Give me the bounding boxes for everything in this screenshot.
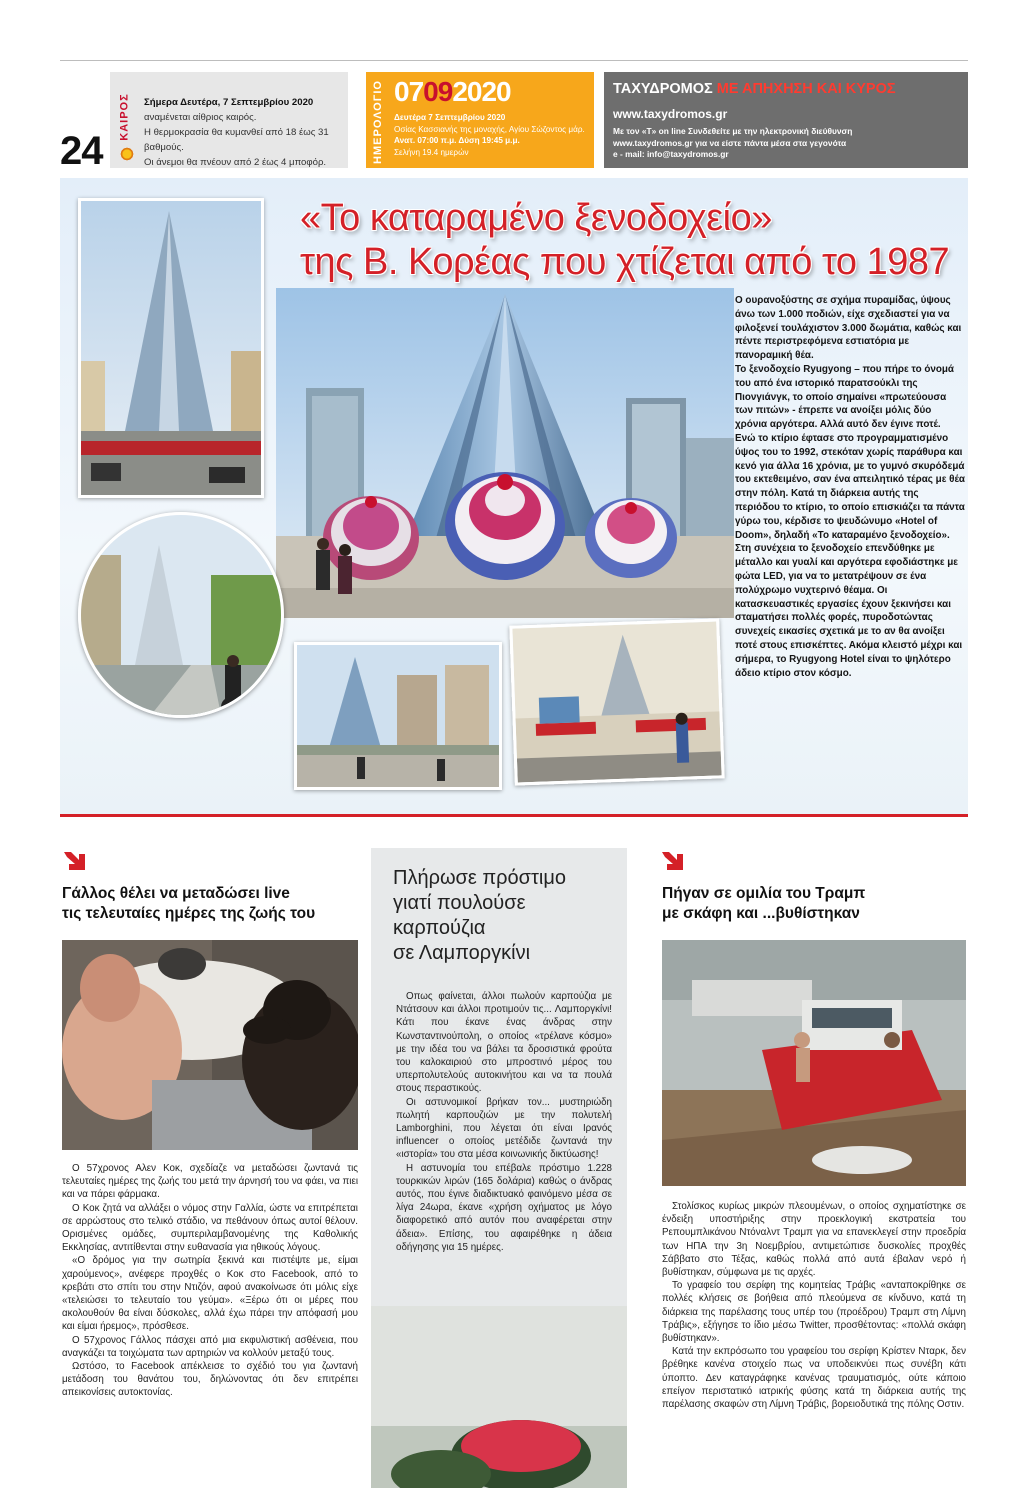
middle-article-headline: Πλήρωσε πρόστιμο γιατί πουλούσε καρπούζια σε Λαμποργκίνι bbox=[393, 867, 567, 964]
boat-photo bbox=[662, 940, 966, 1186]
hotel-photo-street bbox=[78, 198, 264, 498]
main-hotel-photo bbox=[276, 288, 734, 618]
dog-photo bbox=[62, 940, 358, 1150]
hotel-photo-city bbox=[294, 642, 502, 790]
masthead-url[interactable]: www.taxydromos.gr bbox=[613, 107, 728, 121]
feature-headline: «Το καταραμένο ξενοδοχείο» της Β. Κορέας που χτίζεται από το 1987 bbox=[300, 197, 950, 283]
hotel-photo-wall bbox=[509, 618, 724, 785]
weather-label: ΚΑΙΡΟΣ bbox=[119, 93, 132, 141]
sun-icon bbox=[119, 146, 135, 162]
arrow-icon bbox=[64, 850, 90, 872]
feature-bottom-rule bbox=[60, 814, 968, 817]
right-article-headline: Πήγαν σε ομιλία του Τραμπ με σκάφη και ...βυθίστηκαν bbox=[662, 885, 866, 922]
feature-body: Ο ουρανοξύστης σε σχήμα πυραμίδας, ύψους άνω των 1.000 ποδιών, είχε σχεδιαστεί για να φιλοξενεί τουλάχιστον 3.000 δωμάτια, καθώς και πέντε περιστρεφόμενα εστιατόρια με πανοραμική θέα. Το ξενοδοχείο Ryugyong – που πήρε το όνομά του από ένα ιστορικό παρατσούκλι της Πιονγιάνγκ, το οποίο σημαίνει «πρωτεύουσα των πιτών» - έπρεπε να ανοίξει μόλις δύο χρόνια αργότερα. Αλλά αυτό δεν έγινε ποτέ. Ενώ το κτίριο έφτασε στο προγραμματισμένο ύψος του το 1992, στεκόταν χωρίς παράθυρα και κενό για άλλα 16 χρόνια, με το γυμνό σκυρόδεμά του εκτεθειμένο, σαν ένα απειλητικό τέρας με θέα στην πόλη. Κατά τη διάρκεια αυτής της περιόδου το κτίριο, το οποίο επισκιάζει τα πάντα γύρω του, κέρδισε το ψευδώνυμο «Hotel of Doom», δηλαδή «Το καταραμένο ξενοδοχείο». Στη συνέχεια το ξενοδοχείο επενδύθηκε με μέταλλο και γυαλί και αργότερα εφοδιάστηκε με φώτα LED, για να το μετατρέψουν σε ένα πολύχρωμο νυχτερινό θέαμα. Οι κατασκευαστικές εργασίες έχουν ξεκινήσει και σταματήσει πολλές φορές, πυροδοτώντας συνεχείς εικασίες σχετικά με το αν θα ανοίξει ποτέ στους επισκέπτες. Ακόμα κλειστό μέχρι και σήμερα, το Ryugyong Hotel είναι το ψηλότερο άδειο κτίριο στον κόσμο. bbox=[735, 295, 965, 679]
masthead-title: ΤΑΧΥΔΡΟΜΟΣ ΜΕ ΑΠΗΧΗΣΗ ΚΑΙ ΚΥΡΟΣ bbox=[613, 81, 896, 97]
calendar-date: 07092020 bbox=[394, 76, 511, 107]
masthead-info: Με τον «Τ» on line Συνδεθείτε με την ηλεκτρονική διεύθυνση www.taxydromos.gr για να είστε πάντα μέσα στα γεγονότα e - mail: info@taxydromos.gr bbox=[613, 126, 853, 159]
hotel-photo-round bbox=[78, 512, 284, 718]
watermelon-photo bbox=[371, 1306, 627, 1488]
arrow-icon bbox=[662, 850, 688, 872]
weather-text: Σήμερα Δευτέρα, 7 Σεπτεμβρίου 2020 αναμένεται αίθριος καιρός. Η θερμοκρασία θα κυμανθεί από 18 έως 31 βαθμούς. Οι άνεμοι θα πνέουν από 2 έως 4 μποφόρ. bbox=[144, 97, 329, 168]
middle-article-body: Οπως φαίνεται, άλλοι πωλούν καρπούζια με Ντάτσουν και άλλοι προτιμούν τις... Λαμποργκίνι! Κάτι που έκανε ένας άνδρας στην Κωνσταντινούπολη, ο οποίος «τρέλανε κόσμο» με την ιδέα του να βάλει τα δροσιστικά φρούτα του καλοκαιριού στο μπροστινό μέρος του υπερπολυτελούς αυτοκινήτου και να τα πουλά στους περαστικούς. Οι αστυνομικοί βρήκαν τον... μυστηριώδη πωλητή καρπουζιών με την πολυτελή Lamborghini, που λέγεται ότι είναι Ιρανός influencer ο οποίος μετέδιδε ζωντανά την «ιστορία» του στα μέσα κοινωνικής δικτύωσης! Η αστυνομία του επέβαλε πρόστιμο 1.228 τουρκικών λιρών (165 δολάρια) καθώς ο άνδρας αυτός, που έγινε διαδικτυακό φαινόμενο μέσα σε λίγα 24ωρα, έκανε «χρήση οχήματος με λόγο διαφορετικό από αυτόν που αναφέρεται στην άδεια». Επίσης, του αφαιρέθηκε η άδεια οδήγησης για 15 ημέρες. bbox=[396, 991, 612, 1253]
calendar-details: Δευτέρα 7 Σεπτεμβρίου 2020 Οσίας Κασσιανής της μοναχής, Αγίου Σώζοντος μάρ. Ανατ. 07:00 π.μ. Δύση 19:45 μ.μ. Σελήνη 19.4 ημερών bbox=[394, 113, 585, 157]
calendar-label: ΗΜΕΡΟΛΟΓΙΟ bbox=[372, 80, 384, 164]
right-article-body: Στολίσκος κυρίως μικρών πλεουμένων, ο οποίος σχηματίστηκε σε ένδειξη υποστήριξης στην προεκλογική εκστρατεία του Ρεπουμπλικάνου Ντόναλντ Τραμπ για να επανεκλεγεί στην προεδρία των ΗΠΑ την 3η Νοεμβρίου, αντιμετώπισε δυσκολίες προχθές Σάββατο στο Τέξας, καθώς πολλά από αυτά έβαλαν νερό ή βυθίστηκαν, σύμφωνα με τις αρχές. Το γραφείο του σερίφη της κομητείας Τράβις «ανταποκρίθηκε σε πολλές κλήσεις σε βοήθεια από πλεούμενα σε κίνδυνο, κατά τη διάρκεια της παρέλασης τους υπέρ του (προέδρου) Τραμπ στη Λίμνη Τράβις», εξήγησε το ίδιο μέσω Twitter, προσθέτοντας: «πολλά σκάφη βυθίστηκαν». Κατά την εκπρόσωπο του γραφείου του σερίφη Κρίστεν Νταρκ, δεν βρέθηκε κανένα στοιχείο πως να υποδεικνύει πως συνέβη κάτι ύποπτο. Δεν καταγράφηκε κανένας τραυματισμός, ούτε κάποιο επείγον περιστατικό ιατρικής φύσης κατά τη διάρκεια αυτής της παρέλασης σκαφών στη Λίμνη Τράβις, βορειοδυτικά της πόλης Οστιν. bbox=[662, 1201, 966, 1411]
left-article-headline: Γάλλος θέλει να μεταδώσει live τις τελευταίες ημέρες της ζωής του bbox=[62, 885, 316, 922]
top-rule bbox=[60, 60, 968, 61]
left-article-body: Ο 57χρονος Αλεν Κοκ, σχεδίαζε να μεταδώσει ζωντανά τις τελευταίες ημέρες της ζωής του μετά την άρνησή του να φάει, να πιει και να πάρει φάρμακα. Ο Κοκ ζητά να αλλάξει ο νόμος στην Γαλλία, ώστε να επιτρέπεται σε αρρώστους στο τελικό στάδιο, να πεθάνουν όπως αυτοί θέλουν. Ορισμένες ομάδες, συμπεριλαμβανομένης της Καθολικής Εκκλησίας, αντιτίθενται στην ευθανασία για ηθικούς λόγους. «Ο δρόμος για την σωτηρία ξεκινά και πιστέψτε με, είμαι χαρούμενος», ανέφερε προχθές ο Κοκ στο Facebook, από το κρεβάτι στο σπίτι του στην Ντιζόν, αφού ανακοίνωσε ότι μόλις είχε «τελειώσει το τελευταίο του γεύμα». «Ξέρω ότι οι μέρες που ακολουθούν θα είναι δύσκολες, αλλά έχω πάρει την απόφασή μου και είμαι ήρεμος», πρόσθεσε. Ο 57χρονος Γάλλος πάσχει από μια εκφυλιστική ασθένεια, που αναγκάζει τα τοιχώματα των αρτηριών να κολλούν μεταξύ τους. Ωστόσο, το Facebook απέκλεισε το σχέδιό του για ζωντανή μετάδοση του θανάτου του, δηλώνοντας ότι δεν επιτρέπει απεικονίσεις αυτοκτονίας. bbox=[62, 1163, 358, 1399]
page-number: 24 bbox=[60, 129, 103, 173]
